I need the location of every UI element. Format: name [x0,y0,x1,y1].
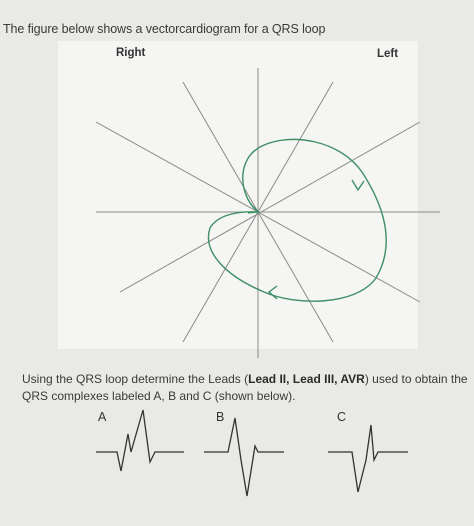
intro-text: The figure below shows a vectorcardiogram for a QRS loop [3,22,326,36]
question-text [22,371,472,405]
label-right: Right [116,47,146,59]
complex-label-c: C [337,410,347,424]
loop-arrow-lower [269,286,277,299]
complex-label-b: B [216,410,225,424]
question-part1: Using the QRS loop determine the Leads ( [22,372,249,386]
axis-oblique-4 [120,122,420,292]
qrs-loop [208,139,386,301]
loop-arrow-upper [352,180,364,190]
complex-label-a: A [98,410,107,424]
question-part2: ) used to obtain the QRS complexes labeled A, B and C (shown below). [22,372,468,403]
lead-axes [96,68,440,358]
question-leads: Lead II, Lead III, AVR [248,372,365,386]
label-left: Left [377,48,399,60]
